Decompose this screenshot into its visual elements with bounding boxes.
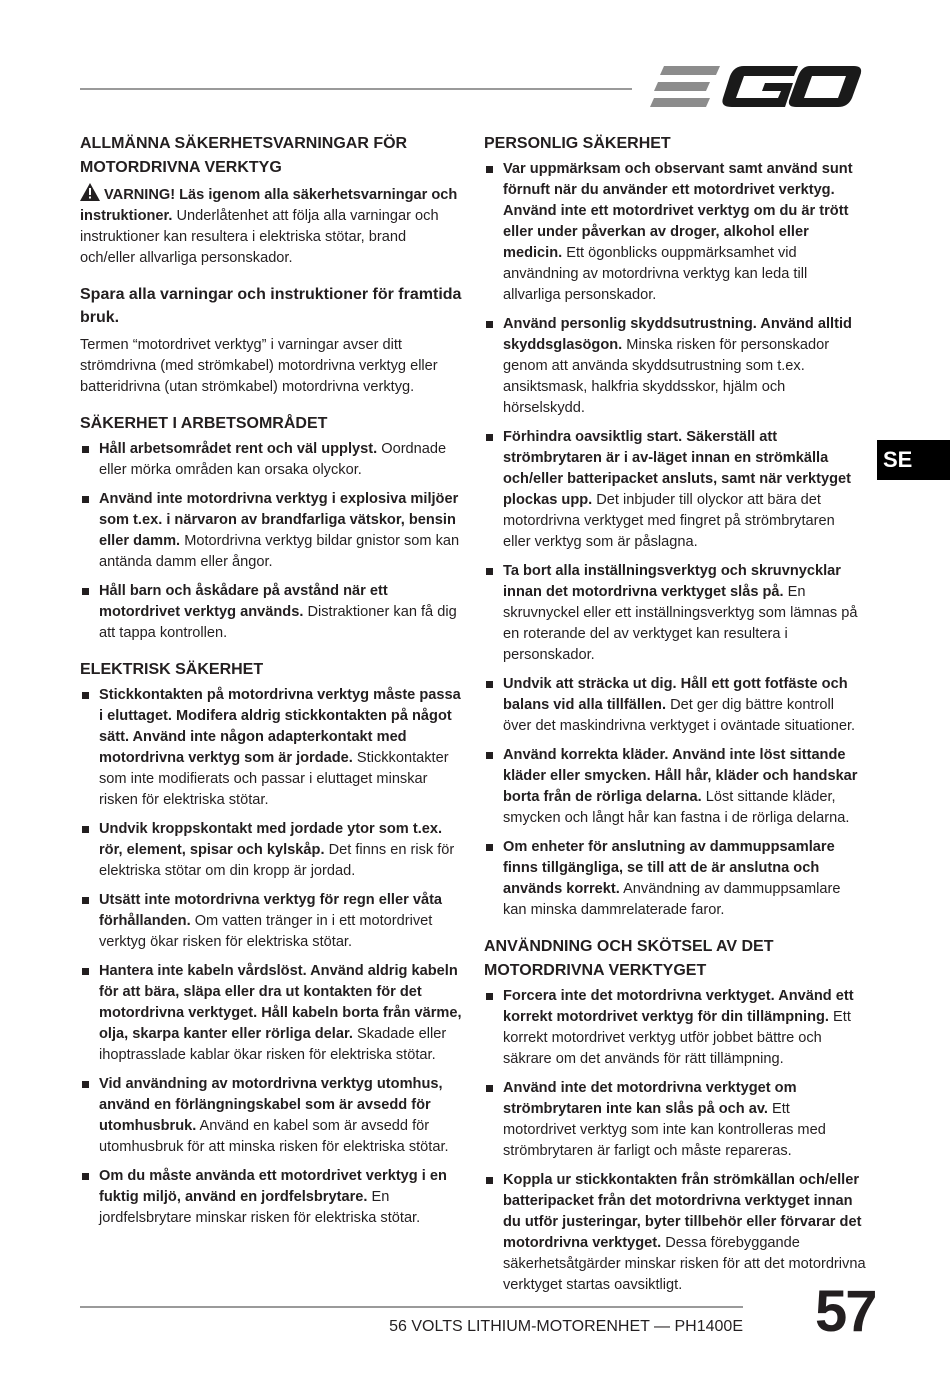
footer-product: 56 VOLTS LITHIUM-MOTORENHET — PH1400E (389, 1318, 743, 1335)
warning-label: VARNING! (104, 187, 176, 203)
list-item: Använd inte motordrivna verktyg i explosiva miljöer som t.ex. i närvaron av brandfarliga vätskor, bensin eller damm. Motordrivna verktyg bildar gnistor som kan antända damm eller ångor. (80, 489, 465, 573)
right-column (484, 132, 866, 1310)
list-item: Använd korrekta kläder. Använd inte löst sittande kläder eller smycken. Håll hår, kläder och handskar borta från de rörliga delarna. Löst sittande kläder, smycken och långt hår kan fastna i de rörliga delarna. (484, 745, 866, 829)
work-area-list (80, 439, 465, 644)
list-item: Om enheter för anslutning av dammuppsamlare finns tillgängliga, se till att de är anslutna och används korrekt. Användning av dammuppsamlare kan minska dammrelaterade faror. (484, 837, 866, 921)
list-item: Undvik kroppskontakt med jordade ytor som t.ex. rör, element, spisar och kylskåp. Det finns en risk för elektriska stötar om din kropp är jordad. (80, 819, 465, 882)
work-area-heading: SÄKERHET I ARBETSOMRÅDET (80, 415, 328, 432)
list-item: Hantera inte kabeln vårdslöst. Använd aldrig kabeln för att bära, släpa eller dra ut kontakten för det motordrivna verktyget. Håll kabeln borta från värme, olja, skarpa kanter eller rörliga delar. Skadade eller ihoptrasslade kablar ökar risken för elektriska stötar. (80, 961, 465, 1066)
warning-text: Underlåtenhet att följa alla varningar och instruktioner kan resultera i elektriska stötar, brand och/eller allvarliga personskador. (80, 208, 439, 266)
left-column (80, 132, 465, 1243)
list-item: Koppla ur stickkontakten från strömkällan och/eller batteripacket från det motordrivna verktyget innan du utför justeringar, byter tillbehör eller förvarar det motordrivna verktyget. Dessa förebyggande säkerhetsåtgärder minskar risken för att det motordrivna verktyget startas oavsiktligt. (484, 1170, 866, 1296)
list-item: Ta bort alla inställningsverktyg och skruvnycklar innan det motordrivna verktyget slås på. En skruvnyckel eller ett inställningsverktyg som lämnas på en roterande del av verktyget kan resultera i personskador. (484, 561, 866, 666)
electrical-safety-heading: ELEKTRISK SÄKERHET (80, 661, 264, 678)
personal-safety-heading: PERSONLIG SÄKERHET (484, 135, 671, 152)
save-instructions-heading: Spara alla varningar och instruktioner för framtida bruk. (80, 286, 462, 326)
warning-paragraph (80, 183, 465, 269)
list-item: Utsätt inte motordrivna verktyg för regn eller våta förhållanden. Om vatten tränger in i ett motordrivet verktyg ökar risken för elektriska stötar. (80, 890, 465, 953)
ego-logo (650, 62, 862, 114)
language-tab: SE (877, 440, 950, 480)
tool-use-list (484, 986, 866, 1296)
personal-safety-list (484, 159, 866, 921)
list-item: Vid användning av motordrivna verktyg utomhus, använd en förlängningskabel som är avsedd för utomhusbruk. Använd en kabel som är avsedd för utomhusbruk för att minska risken för elektriska stötar. (80, 1074, 465, 1158)
electrical-safety-list (80, 685, 465, 1229)
list-item: Forcera inte det motordrivna verktyget. Använd ett korrekt motordrivet verktyg för din tillämpning. Ett korrekt motordrivet verktyg utför jobbet bättre och säkrare om det används för rätt tillämpning. (484, 986, 866, 1070)
general-safety-heading: ALLMÄNNA SÄKERHETSVARNINGAR FÖR MOTORDRIVNA VERKTYG (80, 135, 408, 176)
list-item: Förhindra oavsiktlig start. Säkerställ att strömbrytaren är i av-läget innan en strömkälla och/eller batteripacket ansluts, samt när verktyget plockas upp. Det inbjuder till olyckor att bära det motordrivna verktyget med fingret på strömbrytaren eller verktyg som är påslagna. (484, 427, 866, 553)
footer-rule (80, 1306, 743, 1308)
page-number: 57 (815, 1279, 876, 1344)
term-definition: Termen “motordrivet verktyg” i varningar avser ditt strömdrivna (med strömkabel) motordrivna verktyg eller batteridrivna (utan strömkabel) motordrivna verktyg. (80, 337, 438, 395)
list-item: Om du måste använda ett motordrivet verktyg i en fuktig miljö, använd en jordfelsbrytare. En jordfelsbrytare minskar risken för elektriska stötar. (80, 1166, 465, 1229)
list-item: Håll barn och åskådare på avstånd när ett motordrivet verktyg används. Distraktioner kan få dig att tappa kontrollen. (80, 581, 465, 644)
warning-bold: Läs igenom alla säkerhetsvarningar och instruktioner. (80, 187, 458, 224)
header-rule (80, 88, 632, 90)
list-item: Undvik att sträcka ut dig. Håll ett gott fotfäste och balans vid alla tillfällen. Det ger dig bättre kontroll över det maskindrivna verktyget i oväntade situationer. (484, 674, 866, 737)
tool-use-heading: ANVÄNDNING OCH SKÖTSEL AV DET MOTORDRIVNA VERKTYGET (484, 938, 774, 979)
list-item: Håll arbetsområdet rent och väl upplyst. Oordnade eller mörka områden kan orsaka olyckor. (80, 439, 465, 481)
list-item: Stickkontakten på motordrivna verktyg måste passa i eluttaget. Modifera aldrig stickkontakten på något sätt. Använd inte någon adapterkontakt med motordrivna verktyg som är jordade. Stickkontakter som inte modifierats och passar i eluttaget minskar risken för elektriska stötar. (80, 685, 465, 811)
warning-triangle-icon (80, 183, 100, 201)
list-item: Använd personlig skyddsutrustning. Använd alltid skyddsglasögon. Minska risken för personskador genom att använda skyddsutrustning som t.ex. ansiktsmask, halkfria skyddsskor, hjälm och hörselskydd. (484, 314, 866, 419)
list-item: Använd inte det motordrivna verktyget om strömbrytaren inte kan slås på och av. Ett motordrivet verktyg som inte kan kontrolleras med strömbrytaren är farligt och måste repareras. (484, 1078, 866, 1162)
list-item: Var uppmärksam och observant samt använd sunt förnuft när du använder ett motordrivet verktyg. Använd inte ett motordrivet verktyg om du är trött eller under påverkan av droger, alkohol eller medicin. Ett ögonblicks ouppmärksamhet vid användning av motordrivna verktyg kan leda till allvarliga personskador. (484, 159, 866, 306)
